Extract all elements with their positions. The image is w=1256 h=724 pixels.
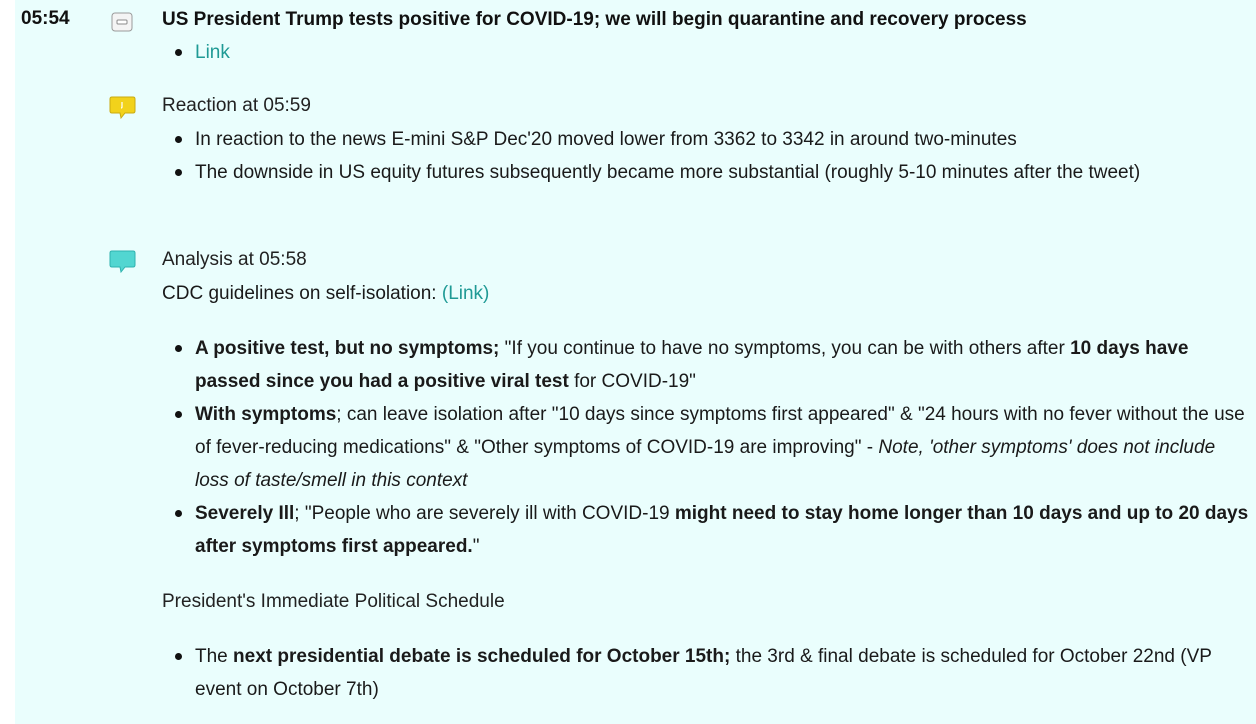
bold-text: might need to stay home longer than 10 days and up to 20 days after symptoms first appeared. — [195, 503, 1249, 557]
body-text: The — [195, 646, 234, 667]
cdc-intro-text: CDC guidelines on self-isolation: — [162, 283, 437, 304]
bold-text: A positive test, but no symptoms; — [195, 338, 500, 359]
list-item: The downside in US equity futures subsequently became more substantial (roughly 5-10 minutes after the tweet) — [162, 156, 1232, 189]
list-item — [162, 497, 1250, 563]
list-item — [162, 36, 230, 69]
analysis-speech-bubble-icon — [109, 250, 136, 274]
list-item: In reaction to the news E-mini S&P Dec'20 moved lower from 3362 to 3342 in around two-minutes — [162, 123, 1232, 156]
body-text: for COVID-19" — [568, 371, 696, 392]
cdc-link[interactable]: (Link) — [441, 283, 490, 304]
bold-text: Severely Ill — [195, 503, 295, 524]
cdc-bullets — [162, 332, 1250, 563]
headline-links — [162, 36, 230, 69]
entry-time: 05:54 — [21, 8, 70, 29]
body-text: the 3rd & final debate is scheduled for October 22nd (VP event on October 7th) — [195, 646, 1212, 700]
headline-square-icon — [111, 12, 133, 32]
bold-text: With symptoms — [195, 404, 337, 425]
bold-text: 10 days have passed since you had a positive viral test — [195, 338, 1189, 392]
body-text: ; "People who are severely ill with COVID-19 — [294, 503, 675, 524]
bold-text: next presidential debate is scheduled for October 15th; — [233, 646, 731, 667]
headline-link[interactable]: Link — [195, 42, 230, 63]
list-item — [162, 640, 1222, 706]
schedule-title: President's Immediate Political Schedule — [162, 591, 505, 612]
body-text: "If you continue to have no symptoms, you can be with others after — [499, 338, 1071, 359]
cdc-guidelines-line — [162, 277, 489, 310]
analysis-label: Analysis at 05:58 — [162, 249, 307, 270]
reaction-bullets — [162, 123, 1232, 189]
body-text: ; can leave isolation after "10 days since symptoms first appeared" & "24 hours with no fever without the use of fever-reducing medications" & "Other symptoms of COVID-19 are improving" - — [195, 404, 1245, 458]
list-item — [162, 332, 1250, 398]
reaction-label: Reaction at 05:59 — [162, 95, 311, 116]
schedule-bullets — [162, 640, 1222, 706]
body-text: " — [472, 536, 480, 557]
reaction-speech-bubble-icon — [109, 96, 136, 120]
list-item — [162, 398, 1250, 497]
headline-text: US President Trump tests positive for COVID-19; we will begin quarantine and recovery process — [162, 9, 1027, 30]
italic-note: Note, 'other symptoms' does not include loss of taste/smell in this context — [195, 437, 1216, 491]
